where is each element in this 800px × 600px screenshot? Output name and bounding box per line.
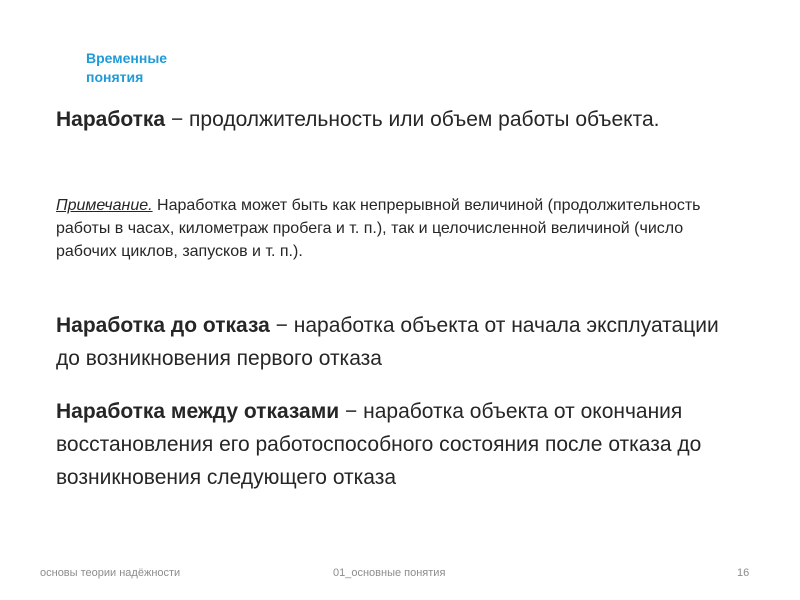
- definition-time-to-failure: [56, 309, 736, 375]
- section-title: Временные понятия: [86, 50, 168, 85]
- definition-time-between-failures: [56, 395, 736, 494]
- definition-term: Наработка между отказами: [56, 400, 340, 423]
- definition-text: наработка объекта от начала эксплуатации до возникновения первого отказа: [56, 314, 719, 370]
- definition-text: продолжительность или объем работы объекта.: [189, 108, 660, 131]
- note-text: Наработка может быть как непрерывной величиной (продолжительность работы в часах, километраж пробега и т. п.), так и целочисленной величиной (число рабочих циклов, запусков и т. п.).: [56, 197, 701, 260]
- note-label: Примечание.: [56, 197, 153, 214]
- definition-separator: −: [339, 400, 364, 423]
- page-number: 16: [737, 567, 750, 579]
- definition-text: наработка объекта от окончания восстановления его работоспособного состояния после отказа до возникновения следующего отказа: [56, 400, 702, 489]
- definition-term: Наработка: [56, 108, 166, 131]
- definition-separator: −: [165, 108, 190, 131]
- definition-separator: −: [269, 314, 294, 337]
- note-paragraph: [56, 194, 746, 263]
- footer-course-title: основы теории надёжности: [40, 567, 181, 579]
- definition-term: Наработка до отказа: [56, 314, 270, 337]
- definition-operating-time: [56, 103, 716, 136]
- footer-section-name: 01_основные понятия: [333, 567, 446, 579]
